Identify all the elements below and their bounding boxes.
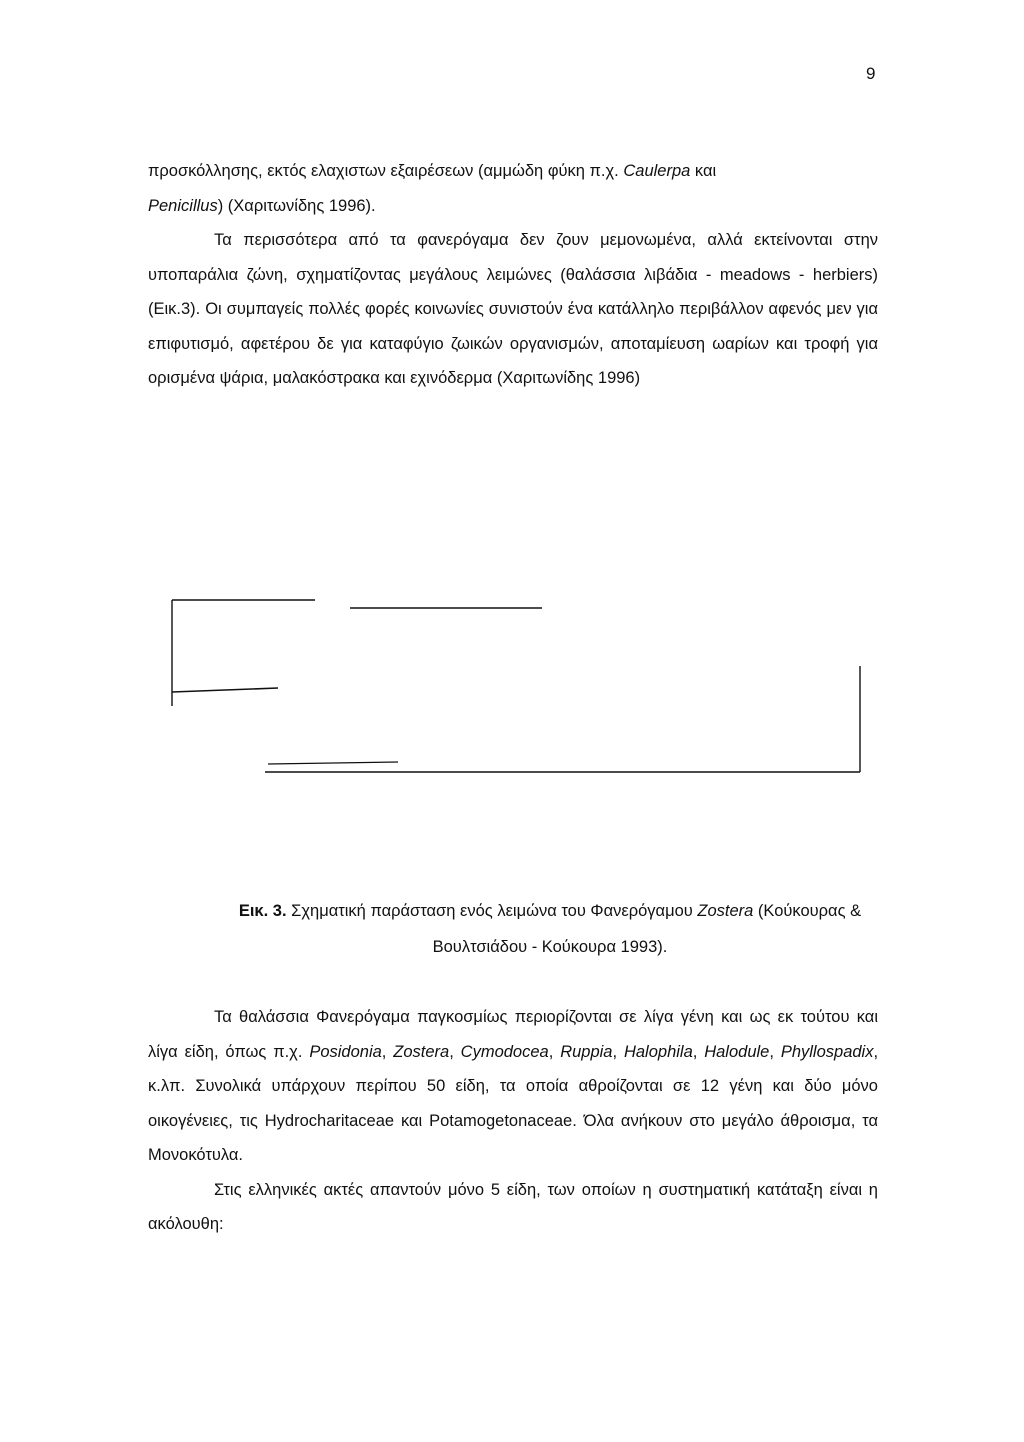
genus-ruppia: Ruppia <box>560 1042 613 1061</box>
page-number: 9 <box>866 64 876 83</box>
genus-phyllospadix: Phyllospadix <box>780 1042 874 1061</box>
figure-line <box>268 762 398 764</box>
genus-halodule: Halodule <box>704 1042 770 1061</box>
intro-text-block <box>148 154 878 396</box>
seagrass-text-block <box>148 1000 878 1242</box>
genus-cymodocea: Cymodocea <box>460 1042 549 1061</box>
genus-penicillus: Penicillus <box>148 196 218 215</box>
genus-halophila: Halophila <box>623 1042 693 1061</box>
figure-seagrass-meadow-schematic <box>160 588 880 788</box>
paragraph-meadows: Τα περισσότερα από τα φανερόγαμα δεν ζουν μεμονωμένα, αλλά εκτείνονται στην υποπαράλια ζώνη, σχηματίζοντας μεγάλους λειμώνες (θαλάσσια λιβάδια - meadows - herbiers) (Εικ.3). Οι συμπαγείς πολλές φορές κοινωνίες συνιστούν ένα κατάλληλο περιβάλλον αφενός μεν για επιφυτισμό, αφετέρου δε για καταφύγιο ζωικών οργανισμών, αποταμίευση ωαρίων και τροφή για ορισμένα ψάρια, μαλακόστρακα και εχινόδερμα (Χαριτωνίδης 1996) <box>148 231 878 387</box>
paragraph-greek-coasts: Στις ελληνικές ακτές απαντούν μόνο 5 είδη, των οποίων η συστηματική κατάταξη είναι η ακόλουθη: <box>148 1180 878 1233</box>
paragraph-genera: Τα θαλάσσια Φανερόγαμα παγκοσμίως περιορίζονται σε λίγα γένη και ως εκ τούτου και λίγα είδη, όπως π.χ. Posidonia, Zostera, Cymodocea, Ruppia, Halophila, Halodule, Phyllospadix, κ.λπ. Συνολικά υπάρχουν περίπου 50 είδη, τα οποία αθροίζονται σε 12 γένη και δύο μόνο οικογένειες, τις Hydrocharitaceae και Potamogetonaceae. Όλα ανήκουν στο μεγάλο άθροισμα, τα Μονοκότυλα. <box>148 1008 879 1164</box>
figure-caption: Εικ. 3. Σχηματική παράσταση ενός λειμώνα του Φανερόγαμου Zostera (Κούκουρας & Βουλτσιάδου - Κούκουρα 1993). <box>238 902 862 956</box>
genus-caulerpa: Caulerpa <box>623 162 691 180</box>
paragraph-continuation: προσκόλλησης, εκτός ελαχιστων εξαιρέσεων (αμμώδη φύκη π.χ. Caulerpa και Penicillus) (Χαριτωνίδης 1996). <box>148 162 717 215</box>
genus-posidonia: Posidonia <box>309 1042 382 1061</box>
genus-zostera: Zostera <box>697 902 754 920</box>
figure-line <box>172 688 278 692</box>
caption-label: Εικ. 3. <box>238 902 287 920</box>
genus-zostera: Zostera <box>393 1042 450 1061</box>
